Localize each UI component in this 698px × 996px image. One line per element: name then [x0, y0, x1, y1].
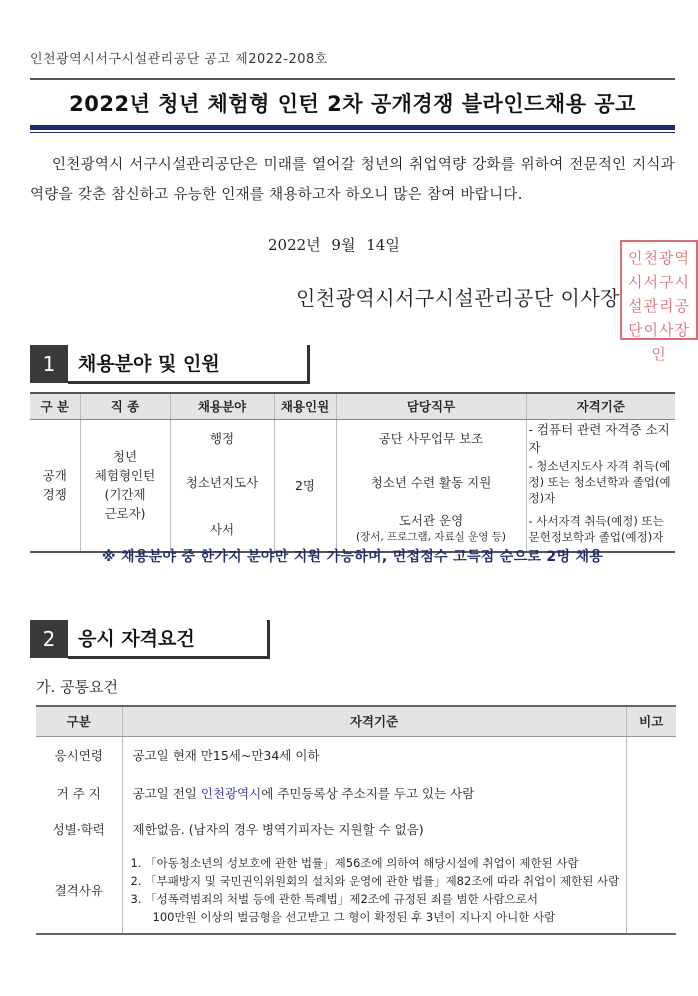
section-2-underline	[68, 656, 270, 659]
section-1-header	[30, 345, 310, 385]
section-1-underline	[68, 381, 310, 384]
section-2-title: 응시 자격요건	[78, 628, 195, 650]
col-type: 구분	[36, 706, 122, 736]
col-headcount: 채용인원	[274, 393, 336, 419]
row-remark	[626, 774, 676, 812]
field-cell: 청소년지도사	[170, 456, 274, 508]
row-label: 응시연령	[36, 736, 122, 774]
recruitment-table-header	[30, 393, 675, 419]
row-remark	[626, 812, 676, 846]
page-title: 2022년 청년 체험형 인턴 2차 공개경쟁 블라인드채용 공고	[69, 92, 636, 116]
table-row	[36, 774, 676, 812]
recruitment-note: ※ 채용분야 중 한가지 분야만 지원 가능하며, 면접점수 고득점 순으로 2명 채용	[101, 549, 604, 565]
list-item: 2. 「부패방지 및 국민권익위원회의 설치와 운영에 관한 법률」제82조에 따라 취업이 제한된 사람	[130, 873, 620, 888]
title-bottom-rule	[30, 125, 675, 130]
duty-detail: (장서, 프로그램, 자료실 운영 등)	[356, 531, 506, 543]
criteria-cell: - 컴퓨터 관련 자격증 소지자	[526, 419, 675, 456]
duty-cell: 공단 사무업무 보조	[336, 419, 526, 456]
value-prefix: 공고일 전일	[132, 786, 201, 801]
official-seal: 인천광역시서구시설관리공단이사장인	[620, 240, 698, 340]
col-duty: 담당직무	[336, 393, 526, 419]
row-label: 결격사유	[36, 846, 122, 934]
disqualification-list	[125, 854, 626, 926]
section-1-number: 1	[30, 345, 68, 383]
intro-paragraph: 인천광역시 서구시설관리공단은 미래를 열어갈 청년의 취업역량 강화를 위하여 전문적인 지식과 역량을 갖춘 참신하고 유능한 인재를 채용하고자 하오니 많은 참여 바랍니다.	[30, 157, 675, 203]
notice-number-line: 인천광역시서구시설관리공단 공고 제2022-208호	[30, 52, 328, 67]
col-category: 구 분	[30, 393, 80, 419]
list-item: 1. 「아동청소년의 성보호에 관한 법률」제56조에 의하여 해당시설에 취업이 제한된 사람	[130, 855, 579, 870]
col-criteria: 자격기준	[122, 706, 626, 736]
title-top-rule	[30, 78, 675, 80]
eligibility-table	[36, 705, 676, 935]
field-cell: 사서	[170, 508, 274, 552]
common-requirements-subhead: 가. 공통요건	[36, 678, 118, 696]
notice-date: 2022년 9월 14일	[268, 236, 400, 254]
duty-cell: 청소년 수련 활동 지원	[336, 456, 526, 508]
row-value: 제한없음. (남자의 경우 병역기피자는 지원할 수 없음)	[132, 822, 424, 837]
list-item: 3. 「성폭력범죄의 처벌 등에 관한 특례법」제2조에 규정된 죄를 범한 사람으로서	[130, 891, 538, 906]
signer-name: 인천광역시서구시설관리공단 이사장	[296, 286, 620, 310]
duty-main: 도서관 운영	[398, 513, 464, 528]
section-1-end-bar	[307, 345, 310, 384]
table-row	[36, 736, 676, 774]
section-1-title: 채용분야 및 인원	[78, 353, 220, 375]
col-job-type: 직 종	[80, 393, 170, 419]
col-field: 채용분야	[170, 393, 274, 419]
table-row	[36, 846, 676, 934]
field-cell: 행정	[170, 419, 274, 456]
title-block	[30, 78, 675, 134]
section-2-end-bar	[267, 620, 270, 659]
criteria-cell: - 청소년지도사 자격 취득(예정) 또는 청소년학과 졸업(예정)자	[526, 456, 675, 508]
row-value: 공고일 현재 만15세~만34세 이하	[132, 748, 320, 764]
criteria-cell: - 사서자격 취득(예정) 또는 문헌정보학과 졸업(예정)자	[526, 508, 675, 552]
title-bottom-thin-rule	[30, 132, 675, 133]
row-value	[122, 774, 626, 812]
recruitment-table	[30, 392, 675, 553]
table-row	[30, 419, 675, 456]
row-label: 거 주 지	[36, 774, 122, 812]
headcount-cell: 2명	[274, 419, 336, 552]
section-2-number: 2	[30, 620, 68, 658]
job-type-cell: 청년 체험형인턴 (기간제 근로자)	[80, 419, 170, 552]
section-2-header	[30, 620, 275, 660]
duty-cell	[336, 508, 526, 552]
row-value	[122, 846, 626, 934]
row-remark	[626, 736, 676, 774]
value-suffix: 에 주민등록상 주소지를 두고 있는 사람	[261, 786, 475, 801]
row-label: 성별·학력	[36, 812, 122, 846]
value-highlight: 인천광역시	[200, 786, 262, 801]
category-cell: 공개 경쟁	[30, 419, 80, 552]
col-criteria: 자격기준	[526, 393, 675, 419]
list-item: 100만원 이상의 벌금형을 선고받고 그 형이 확정된 후 3년이 지나지 아니한 사람	[152, 909, 556, 924]
col-remarks: 비고	[626, 706, 676, 736]
table-row	[36, 812, 676, 846]
row-remark	[626, 846, 676, 934]
eligibility-table-header	[36, 706, 676, 736]
